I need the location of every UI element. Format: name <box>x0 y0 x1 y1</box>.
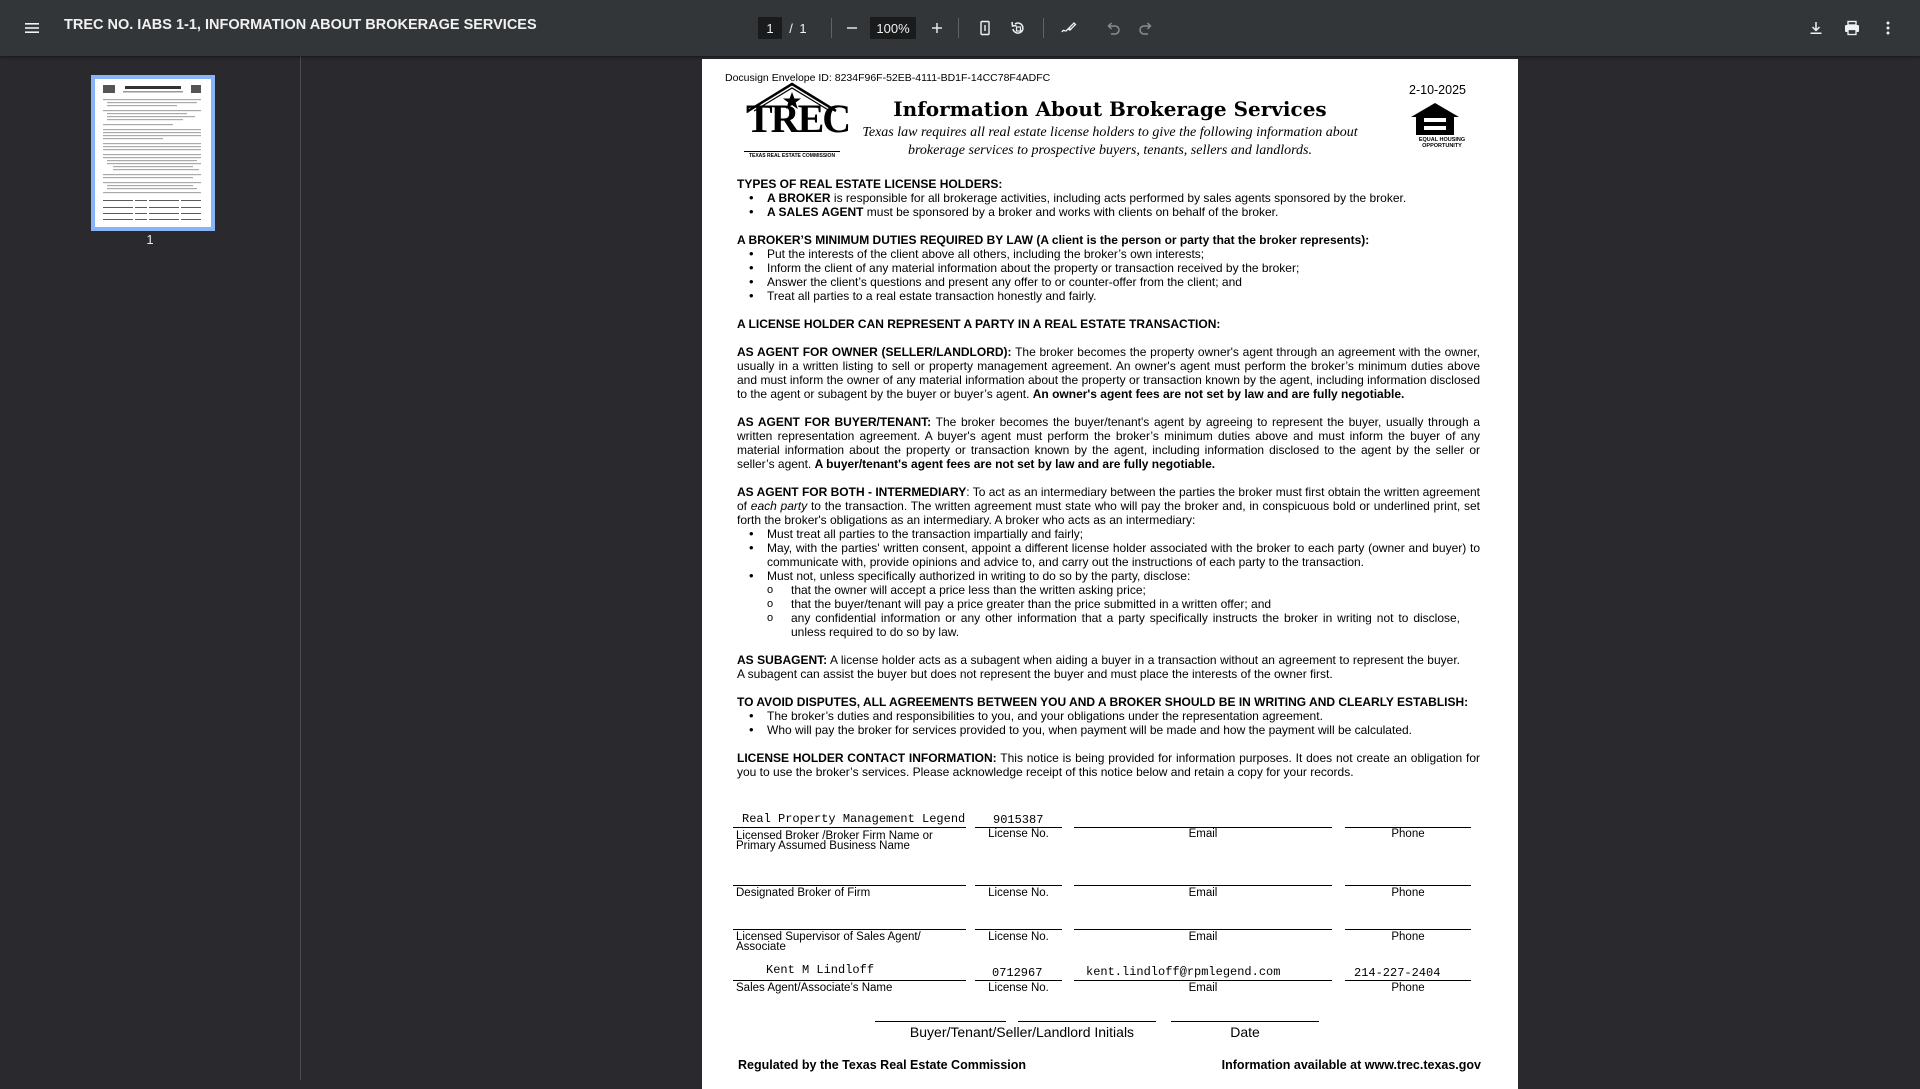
menu-icon[interactable] <box>16 12 48 44</box>
phone-label: Phone <box>1391 828 1425 840</box>
agent-name-label: Sales Agent/Associate’s Name <box>736 982 893 994</box>
agent-phone-value[interactable]: 214-227-2404 <box>1354 966 1441 980</box>
represent-heading: A LICENSE HOLDER CAN REPRESENT A PARTY IN A REAL ESTATE TRANSACTION: <box>737 317 1221 331</box>
plus-icon <box>930 21 944 35</box>
zoom-out-button[interactable] <box>836 12 868 44</box>
phone-label: Phone <box>1391 982 1425 994</box>
duties-list <box>737 247 1480 303</box>
fit-page-icon <box>977 20 993 36</box>
list-item: • Must treat all parties to the transaction impartially and fairly; <box>737 527 1480 541</box>
print-icon <box>1843 19 1861 37</box>
equal-housing-icon <box>1408 101 1462 137</box>
date-line[interactable] <box>1171 1021 1319 1022</box>
buyer-agent-paragraph: AS AGENT FOR BUYER/TENANT: The broker becomes the buyer/tenant's agent by agreeing to represent the buyer, usually through a written representation agreement. A buyer's agent must perform the broker’s minimum duties above and must inform the buyer of any material information about the property or transaction known by the agent, including information disclosed to the agent by the seller or seller’s agent. A buyer/tenant's agent fees are not set by law and are fully negotiable. <box>737 415 1480 471</box>
list-item: • The broker’s duties and responsibilities to you, and your obligations under the representation agreement. <box>737 709 1480 723</box>
list-item: • Inform the client of any material information about the property or transaction received by the broker; <box>737 261 1480 275</box>
zoom-level-input[interactable]: 100% <box>870 17 916 39</box>
list-item: • Answer the client’s questions and present any offer to or counter-offer from the client; and <box>737 275 1480 289</box>
license-label: License No. <box>988 887 1049 899</box>
supervisor-label: Licensed Supervisor of Sales Agent/ Associate <box>736 931 921 953</box>
annotate-button[interactable] <box>1052 12 1084 44</box>
rotate-button[interactable] <box>1002 12 1034 44</box>
redo-icon <box>1138 20 1154 36</box>
minus-icon <box>845 21 859 35</box>
list-item: o any confidential information or any other information that a party specifically instructs the broker in writing not to disclose, unless required to do so by law. <box>737 611 1480 639</box>
initials-line[interactable] <box>1018 1021 1156 1022</box>
list-item: • Who will pay the broker for services provided to you, when payment will be made and how the payment will be calculated. <box>737 723 1480 737</box>
toolbar-divider <box>1043 18 1044 38</box>
types-list <box>737 191 1480 219</box>
field-line <box>733 980 966 981</box>
field-line <box>733 827 966 828</box>
license-label: License No. <box>988 828 1049 840</box>
undo-button[interactable] <box>1097 12 1129 44</box>
field-line <box>975 929 1062 930</box>
zoom-in-button[interactable] <box>921 12 953 44</box>
phone-label: Phone <box>1391 887 1425 899</box>
page-number-input[interactable]: 1 <box>758 17 782 39</box>
fit-to-page-button[interactable] <box>969 12 1001 44</box>
broker-name-label: Licensed Broker /Broker Firm Name or Primary Assumed Business Name <box>736 830 933 852</box>
equal-housing-label: EQUAL HOUSING OPPORTUNITY <box>1418 137 1466 149</box>
email-label: Email <box>1188 887 1218 899</box>
document-subheading: Texas law requires all real estate license holders to give the following information about brokerage services to prospective buyers, tenants, sellers and landlords. <box>862 125 1358 158</box>
list-item: • Treat all parties to a real estate transaction honestly and fairly. <box>737 289 1480 303</box>
email-label: Email <box>1188 982 1218 994</box>
license-label: License No. <box>988 982 1049 994</box>
intermediary-paragraph: AS AGENT FOR BOTH - INTERMEDIARY: To act as an intermediary between the parties the broker must first obtain the written agreement of each party to the transaction. The written agreement must state who will pay the broker and, in conspicuous bold or underlined print, set forth the broker's obligations as an intermediary. A broker who acts as an intermediary: <box>737 485 1481 527</box>
agent-email-value[interactable]: kent.lindloff@rpmlegend.com <box>1086 965 1281 979</box>
trec-logo-subtitle: TEXAS REAL ESTATE COMMISSION <box>748 153 836 159</box>
list-item: o that the buyer/tenant will pay a price greater than the price submitted in a written offer; and <box>737 597 1480 611</box>
undo-icon <box>1105 20 1121 36</box>
document-date: 2-10-2025 <box>1409 83 1466 97</box>
license-label: License No. <box>988 931 1049 943</box>
duties-heading: A BROKER’S MINIMUM DUTIES REQUIRED BY LAW (A client is the person or party that the broker represents): <box>737 233 1370 247</box>
date-label: Date <box>1230 1024 1260 1040</box>
thumbnail-page-number: 1 <box>146 232 154 247</box>
field-line <box>733 929 966 930</box>
page-thumbnail[interactable] <box>91 75 215 231</box>
agent-name-value[interactable]: Kent M Lindloff <box>766 963 875 977</box>
list-item: • A BROKER is responsible for all brokerage activities, including acts performed by sales agents sponsored by the broker. <box>737 191 1480 205</box>
more-options-icon[interactable] <box>1872 12 1904 44</box>
document-title: TREC NO. IABS 1-1, INFORMATION ABOUT BROKERAGE SERVICES <box>64 17 537 33</box>
trec-logo-rule <box>744 151 840 152</box>
page-separator: / <box>789 20 793 36</box>
designated-broker-label: Designated Broker of Firm <box>736 887 871 899</box>
email-label: Email <box>1188 828 1218 840</box>
list-item: • A SALES AGENT must be sponsored by a broker and works with clients on behalf of the broker. <box>737 205 1480 219</box>
document-body <box>737 177 1480 779</box>
disputes-list <box>737 709 1480 737</box>
total-pages: 1 <box>799 20 807 36</box>
rotate-icon <box>1009 19 1027 37</box>
subagent-paragraph: AS SUBAGENT: A license holder acts as a subagent when aiding a buyer in a transaction without an agreement to represent the buyer. A subagent can assist the buyer but does not represent the buyer and must place the interests of the owner first. <box>737 653 1460 681</box>
field-line <box>975 885 1062 886</box>
trec-logo: TREC <box>746 96 850 141</box>
field-line <box>1074 980 1332 981</box>
list-item: • Put the interests of the client above all others, including the broker’s own interests; <box>737 247 1480 261</box>
footer-website: Information available at www.trec.texas.gov <box>1221 1058 1481 1072</box>
field-line <box>1345 980 1471 981</box>
pen-icon <box>1059 19 1077 37</box>
download-icon <box>1808 20 1824 36</box>
broker-name-value[interactable]: Real Property Management Legend <box>742 812 966 826</box>
list-item: • Must not, unless specifically authorized in writing to do so by the party, disclose: <box>737 569 1480 583</box>
pdf-toolbar <box>0 0 1920 56</box>
toolbar-divider <box>958 18 959 38</box>
initials-line[interactable] <box>875 1021 1006 1022</box>
download-button[interactable] <box>1800 12 1832 44</box>
pdf-page <box>702 59 1518 1089</box>
document-heading: Information About Brokerage Services <box>893 97 1327 121</box>
field-line <box>1345 929 1471 930</box>
field-line <box>1345 885 1471 886</box>
list-item: • May, with the parties' written consent, appoint a different license holder associated with the broker to each party (owner and buyer) to communicate with, provide opinions and advice to, and carry out the instructions of each party to the transaction. <box>737 541 1480 569</box>
initials-label: Buyer/Tenant/Seller/Landlord Initials <box>909 1024 1135 1040</box>
field-line <box>1074 929 1332 930</box>
owner-agent-paragraph: AS AGENT FOR OWNER (SELLER/LANDLORD): The broker becomes the property owner's agent through an agreement with the owner, usually in a written listing to sell or property management agreement. An owner's agent must perform the broker’s minimum duties above and must inform the owner of any material information about the property or transaction known by the agent, including information disclosed to the agent or subagent by the buyer or buyer’s agent. An owner's agent fees are not set by law and are fully negotiable. <box>737 345 1480 401</box>
field-line <box>733 885 966 886</box>
toolbar-divider <box>831 18 832 38</box>
redo-button[interactable] <box>1130 12 1162 44</box>
contact-paragraph: LICENSE HOLDER CONTACT INFORMATION: This notice is being provided for information purposes. It does not create an obligation for you to use the broker’s services. Please acknowledge receipt of this notice below and retain a copy for your records. <box>737 751 1480 779</box>
broker-license-value[interactable]: 9015387 <box>993 813 1044 827</box>
list-item: o that the owner will accept a price less than the written asking price; <box>737 583 1480 597</box>
email-label: Email <box>1188 931 1218 943</box>
intermediary-list <box>737 527 1480 639</box>
print-button[interactable] <box>1836 12 1868 44</box>
envelope-id: Docusign Envelope ID: 8234F96F-52EB-4111-BD1F-14CC78F4ADFC <box>725 72 1051 84</box>
disputes-heading: TO AVOID DISPUTES, ALL AGREEMENTS BETWEEN YOU AND A BROKER SHOULD BE IN WRITING AND CLEARLY ESTABLISH: <box>737 695 1469 709</box>
footer-regulated: Regulated by the Texas Real Estate Commission <box>738 1058 1027 1072</box>
agent-license-value[interactable]: 0712967 <box>992 966 1043 980</box>
field-line <box>1074 885 1332 886</box>
field-line <box>975 980 1062 981</box>
types-heading: TYPES OF REAL ESTATE LICENSE HOLDERS: <box>737 177 1003 191</box>
phone-label: Phone <box>1391 931 1425 943</box>
